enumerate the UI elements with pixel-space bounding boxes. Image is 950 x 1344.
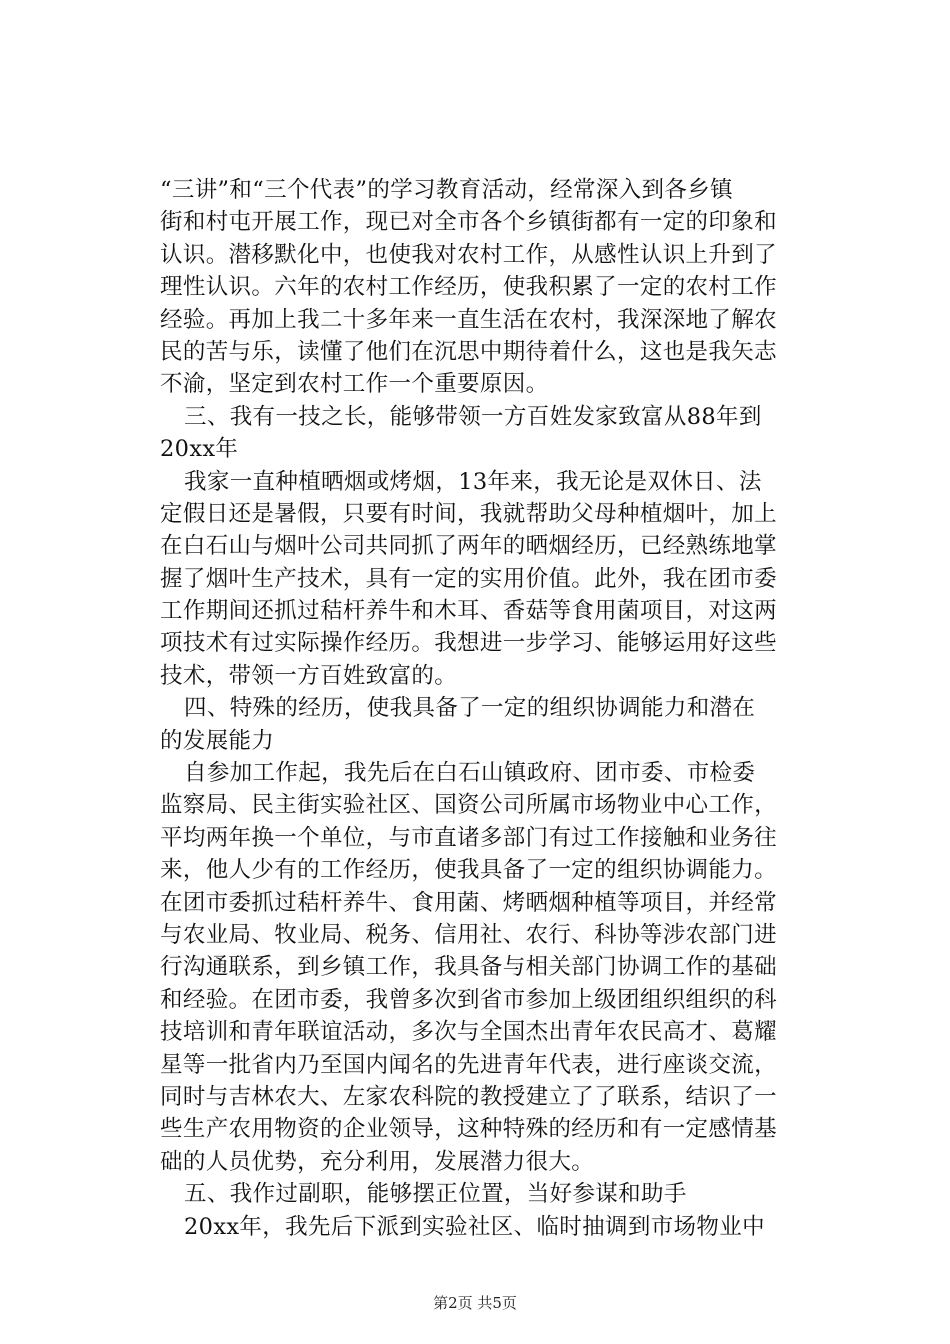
text-line: 和经验。在团市委，我曾多次到省市参加上级团组织组织的科 bbox=[160, 986, 777, 1013]
page-footer: 第2页 共5页 bbox=[433, 1294, 517, 1312]
text-line: 监察局、民主街实验社区、国资公司所属市场物业中心工作， bbox=[160, 792, 777, 819]
text-line: 认识。潜移默化中，也使我对农村工作，从感性认识上升到了 bbox=[160, 241, 777, 268]
text-line: 技培训和青年联谊活动，多次与全国杰出青年农民高才、葛耀 bbox=[160, 1019, 777, 1046]
text-line: 在团市委抓过秸杆养牛、食用菌、烤晒烟种植等项目，并经常 bbox=[160, 889, 777, 916]
text-line: 20xx年，我先后下派到实验社区、临时抽调到市场物业中 bbox=[184, 1213, 765, 1240]
text-line: “三讲”和“三个代表”的学习教育活动，经常深入到各乡镇 bbox=[160, 177, 733, 203]
text-line: 经验。再加上我二十多年来一直生活在农村，我深深地了解农 bbox=[160, 306, 777, 333]
text-line: 不渝，坚定到农村工作一个重要原因。 bbox=[160, 371, 549, 398]
text-line: 在白石山与烟叶公司共同抓了两年的晒烟经历，已经熟练地掌 bbox=[160, 533, 777, 560]
text-line: 20xx年 bbox=[160, 436, 239, 463]
text-line: 理性认识。六年的农村工作经历，使我积累了一定的农村工作 bbox=[160, 274, 777, 301]
text-line: 行沟通联系，到乡镇工作，我具备与相关部门协调工作的基础 bbox=[160, 954, 777, 981]
body-text bbox=[160, 174, 832, 1243]
section-heading-3: 三、我有一技之长，能够带领一方百姓发家致富从88年到 bbox=[184, 403, 762, 430]
text-line: 自参加工作起，我先后在白石山镇政府、团市委、市检委 bbox=[184, 760, 756, 787]
text-line: 技术，带领一方百姓致富的。 bbox=[160, 662, 458, 689]
text-line: 项技术有过实际操作经历。我想进一步学习、能够运用好这些 bbox=[160, 630, 777, 657]
text-line: 平均两年换一个单位，与市直诸多部门有过工作接触和业务往 bbox=[160, 824, 777, 851]
text-line: 与农业局、牧业局、税务、信用社、农行、科协等涉农部门进 bbox=[160, 921, 777, 948]
text-line: 握了烟叶生产技术，具有一定的实用价值。此外，我在团市委 bbox=[160, 565, 777, 592]
text-line: 我家一直种植晒烟或烤烟，13年来，我无论是双休日、法 bbox=[184, 468, 762, 495]
text-line: 星等一批省内乃至国内闻名的先进青年代表，进行座谈交流， bbox=[160, 1051, 777, 1078]
text-line: 础的人员优势，充分利用，发展潜力很大。 bbox=[160, 1148, 595, 1175]
text-line: 同时与吉林农大、左家农科院的教授建立了了联系，结识了一 bbox=[160, 1083, 777, 1110]
text-line: 工作期间还抓过秸杆养牛和木耳、香菇等食用菌项目，对这两 bbox=[160, 598, 777, 625]
text-line: 街和村屯开展工作，现已对全市各个乡镇街都有一定的印象和 bbox=[160, 209, 777, 236]
section-heading-4: 四、特殊的经历，使我具备了一定的组织协调能力和潜在 bbox=[184, 695, 756, 722]
text-line: 来，他人少有的工作经历，使我具备了一定的组织协调能力。 bbox=[160, 857, 777, 884]
text-line: 些生产农用物资的企业领导，这种特殊的经历和有一定感情基 bbox=[160, 1116, 777, 1143]
text-line: 民的苦与乐，读懂了他们在沉思中期待着什么，这也是我矢志 bbox=[160, 338, 777, 365]
section-heading-5: 五、我作过副职，能够摆正位置，当好参谋和助手 bbox=[184, 1181, 687, 1208]
text-line: 定假日还是暑假，只要有时间，我就帮助父母种植烟叶，加上 bbox=[160, 500, 777, 527]
text-line: 的发展能力 bbox=[160, 727, 275, 754]
